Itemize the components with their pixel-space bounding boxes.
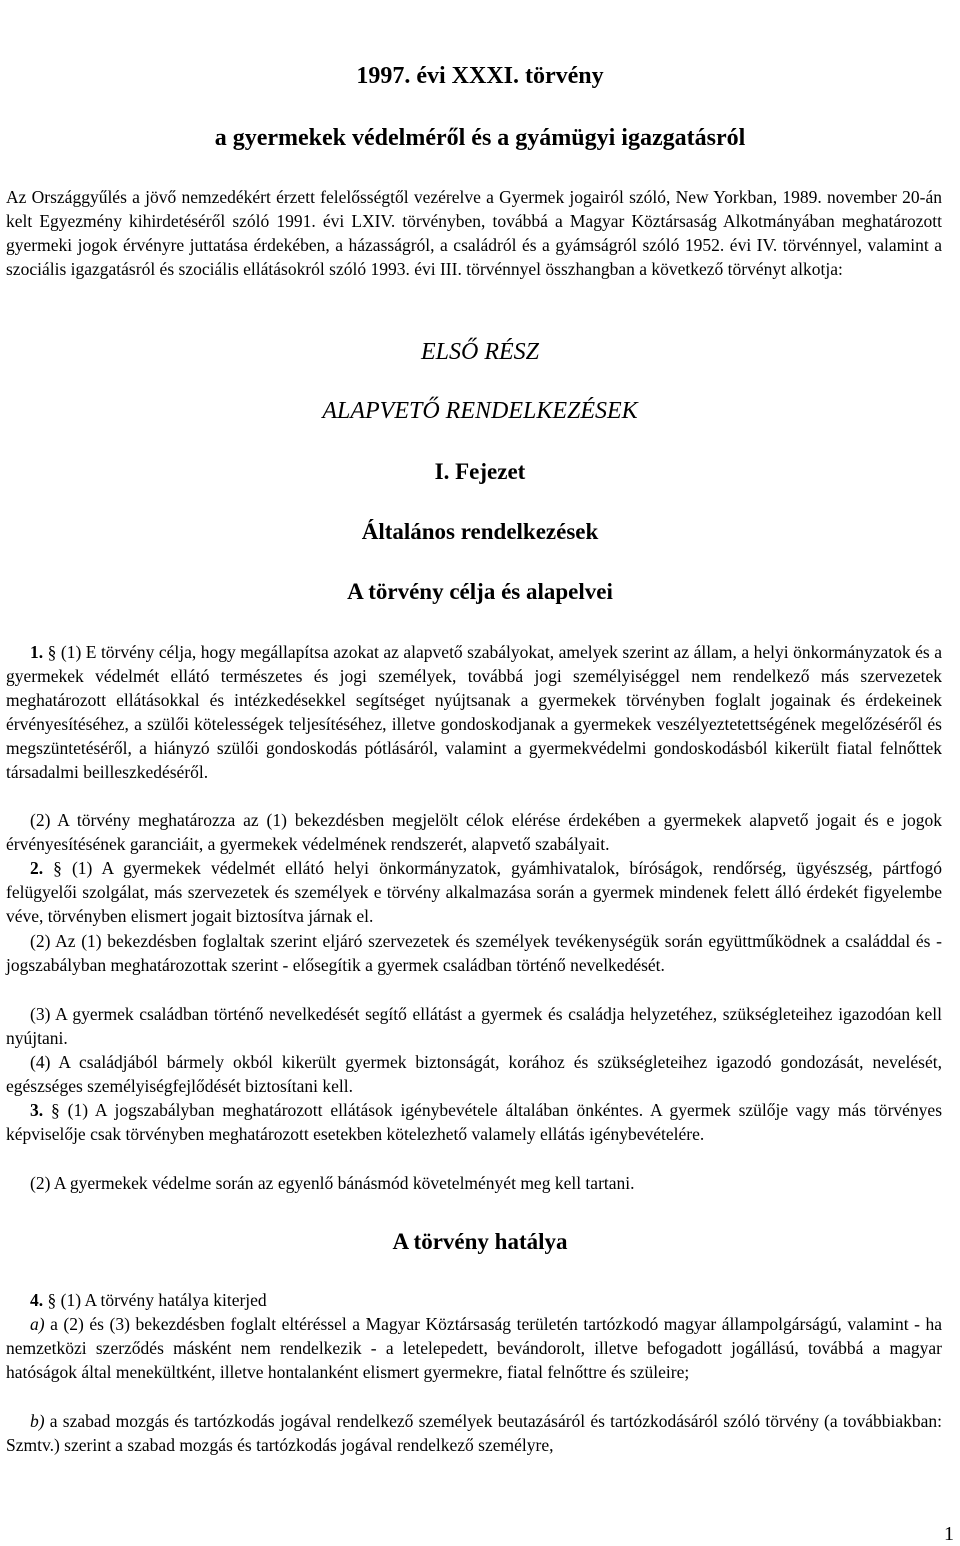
paragraph-4-1-b (6, 1409, 942, 1457)
item-label-b: b) (30, 1411, 45, 1431)
paragraph-1-2: (2) A törvény meghatározza az (1) bekezdésben megjelölt célok elérése érdekében a gyermekek alapvető jogait és e jogok érvényesítésének garanciáit, a gyermekek védelmének rendszerét, alapvető szabályait. (6, 810, 942, 854)
paragraph-3-2: (2) A gyermekek védelme során az egyenlő bánásmód követelményét meg kell tartani. (30, 1173, 635, 1193)
item-label-a: a) (30, 1314, 45, 1334)
law-title: 1997. évi XXXI. törvény (356, 63, 604, 89)
section-title-purpose: A törvény célja és alapelvei (347, 579, 613, 604)
section-number-2: 2. (30, 858, 44, 878)
part-title: ALAPVETŐ RENDELKEZÉSEK (322, 398, 638, 424)
paragraph-text: § (1) A jogszabályban meghatározott ellátások igénybevétele általában önkéntes. A gyermek szülője vagy más törvényes képviselője csak törvényben meghatározott esetekben kötelezhető valamely ellátás igénybevételére. (6, 1100, 943, 1144)
item-text: a szabad mozgás és tartózkodás jogával rendelkező személyek beutazásáról és tartózkodásáról szóló törvény (a továbbiakban: Szmtv.) szerint a szabad mozgás és tartózkodás jogával rendelkező személyre, (6, 1411, 942, 1455)
paragraph-2-1 (6, 856, 942, 928)
part-heading: ELSŐ RÉSZ (420, 339, 539, 365)
paragraph-2-2: (2) Az (1) bekezdésben foglaltak szerint eljáró szervezetek és személyek tevékenységük során együttműködnek a családdal és - jogszabályban meghatározottak szerint - elősegítik a gyermek családban történő nevelkedését. (6, 931, 942, 975)
paragraph-2-4: (4) A családjából bármely okból kikerült gyermek biztonságát, korához és szükségleteihez igazodó gondozását, nevelését, egészséges személyiségfejlődését biztosítani kell. (6, 1052, 942, 1096)
section-number-1: 1. (30, 642, 44, 662)
law-subtitle: a gyermekek védelméről és a gyámügyi igazgatásról (214, 125, 746, 151)
page-number: 1 (944, 1523, 954, 1545)
item-text: a (2) és (3) bekezdésben foglalt eltéréssel a Magyar Köztársaság területén tartózkodó magyar állampolgárságú, valamint - ha nemzetközi szerződés másként nem rendelkezik - a letelepedett, bevándorolt, illetve befogadott jogállású, továbbá a magyar hatóságok által menekültként, illetve hontalanként elismert gyermekre, fiatal felnőttre és szüleire; (6, 1314, 942, 1382)
paragraph-4-1-a (6, 1312, 942, 1384)
paragraph-3-1 (6, 1098, 942, 1146)
paragraph-4-1 (6, 1288, 942, 1312)
paragraph-text: § (1) A törvény hatálya kiterjed (47, 1290, 267, 1310)
paragraph-2-3: (3) A gyermek családban történő nevelkedését segítő ellátást a gyermek és családja helyzetéhez, szükségleteihez igazodóan kell nyújtani. (6, 1004, 942, 1048)
section-title-scope: A törvény hatálya (392, 1229, 568, 1254)
paragraph-text: § (1) E törvény célja, hogy megállapítsa azokat az alapvető szabályokat, amelyek szerint az állam, a helyi önkormányzatok és a gyermekek védelmét ellátó természetes és jogi személyek, továbbá jogi személyiséggel nem rendelkező más szervezetek meghatározott ellátásokkal és intézkedésekkel segítséget nyújtsanak a gyermekek törvényben foglalt jogainak és érdekeinek érvényesítéséhez, a szülői kötelességek teljesítéséhez, illetve gondoskodjanak a gyermekek veszélyeztetettségének megelőzéséről és megszüntetéséről, a hiányzó szülői gondoskodás pótlásáról, valamint a gyermekvédelmi gondoskodásból kikerült fiatal felnőttek társadalmi beilleszkedéséről. (6, 642, 942, 782)
paragraph-text: § (1) A gyermekek védelmét ellátó helyi önkormányzatok, gyámhivatalok, bíróságok, rendőrség, ügyészség, pártfogó felügyelői szolgálat, más szervezetek és személyek e törvény alkalmazása során a gyermek mindenek felett álló érdekét figyelembe véve, törvényben elismert jogait biztosítva járnak el. (6, 858, 942, 926)
chapter-title: Általános rendelkezések (361, 519, 599, 544)
section-number-3: 3. (30, 1100, 44, 1120)
preamble: Az Országgyűlés a jövő nemzedékért érzett felelősségtől vezérelve a Gyermek jogairól szóló, New Yorkban, 1989. november 20-án kelt Egyezmény kihirdetéséről szóló 1991. évi LXIV. törvényben, továbbá a Magyar Köztársaság Alkotmányában meghatározott gyermeki jogok érvényre juttatása érdekében, a házasságról, a családról és a gyámságról szóló 1952. évi IV. törvénnyel, valamint a szociális igazgatásról és szociális ellátásokról szóló 1993. évi III. törvénnyel összhangban a következő törvényt alkotja: (6, 187, 942, 279)
paragraph-1-1 (6, 640, 942, 784)
section-number-4: 4. (30, 1290, 44, 1310)
chapter-heading: I. Fejezet (434, 459, 526, 484)
